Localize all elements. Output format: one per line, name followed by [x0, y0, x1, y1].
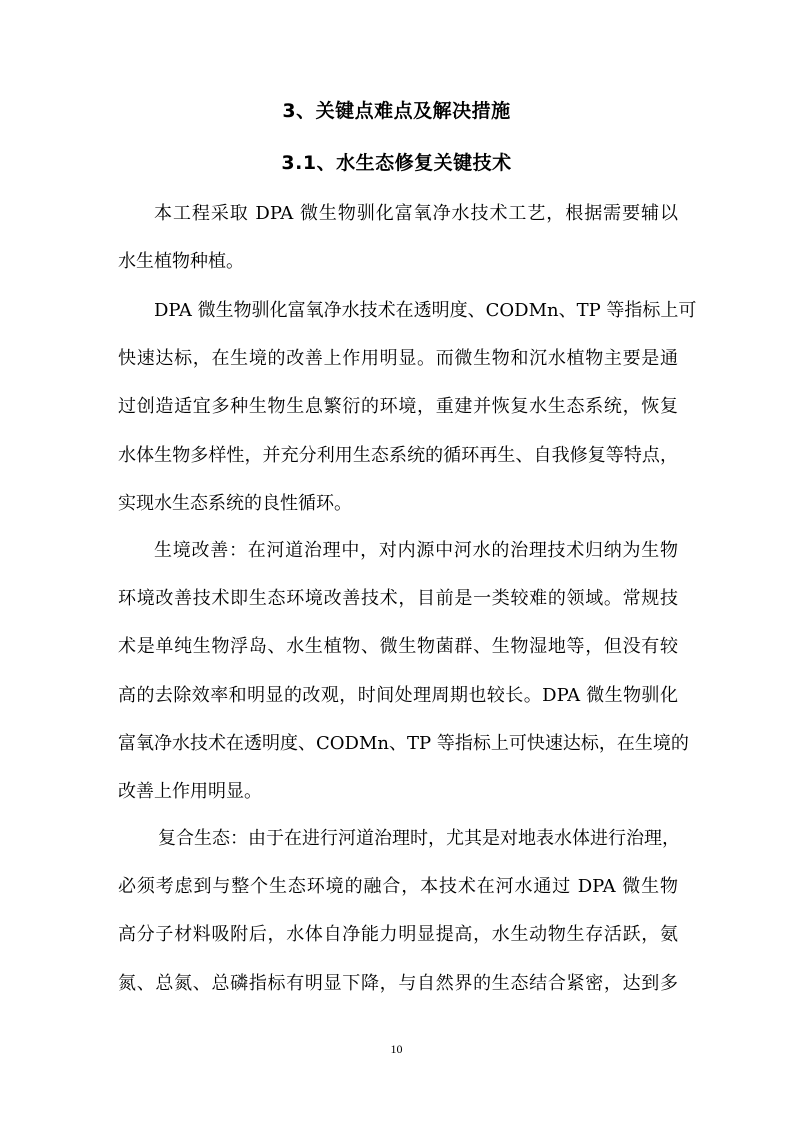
paragraph-line: DPA 微生物驯化富氧净水技术在透明度、CODMn、TP 等指标上可 [154, 300, 697, 321]
paragraph-line: 实现水生态系统的良性循环。 [118, 492, 352, 514]
page-number: 10 [390, 1042, 403, 1056]
paragraph-line: 必须考虑到与整个生态环境的融合，本技术在河水通过 DPA 微生物 [118, 876, 678, 898]
paragraph-line: 水体生物多样性，并充分利用生态系统的循环再生、自我修复等特点， [118, 444, 678, 466]
paragraph-habitat-improvement [118, 527, 689, 816]
paragraph-line: 过创造适宜多种生物生息繁衍的环境，重建并恢复水生态系统，恢复 [118, 396, 678, 418]
paragraph-line: 快速达标，在生境的改善上作用明显。而微生物和沉水植物主要是通 [118, 348, 678, 370]
paragraph-line: 高分子材料吸附后，水体自净能力明显提高，水生动物生存活跃，氨 [118, 924, 678, 946]
paragraph-line: 术是单纯生物浮岛、水生植物、微生物菌群、生物湿地等，但没有较 [118, 636, 678, 658]
paragraph-line: 环境改善技术即生态环境改善技术，目前是一类较难的领域。常规技 [118, 588, 678, 610]
paragraph-line: 高的去除效率和明显的改观，时间处理周期也较长。DPA 微生物驯化 [118, 684, 678, 706]
paragraph-line: 水生植物种植。 [118, 251, 244, 273]
paragraph-line: 本工程采取 DPA 微生物驯化富氧净水技术工艺，根据需要辅以 [154, 203, 678, 224]
paragraph-line: 改善上作用明显。 [118, 780, 262, 802]
paragraph-composite-ecology [118, 815, 678, 1008]
paragraph-dpa-technology [118, 287, 697, 528]
section-heading: 3、关键点难点及解决措施 [282, 100, 511, 122]
paragraph-line: 复合生态：由于在进行河道治理时，尤其是对地表水体进行治理， [158, 828, 680, 849]
paragraph-line: 生境改善：在河道治理中，对内源中河水的治理技术归纳为生物 [154, 540, 678, 561]
paragraph-intro [118, 190, 678, 286]
paragraph-line: 富氧净水技术在透明度、CODMn、TP 等指标上可快速达标，在生境的 [118, 732, 689, 754]
subsection-heading: 3.1、水生态修复关键技术 [281, 152, 512, 174]
paragraph-line: 氮、总氮、总磷指标有明显下降，与自然界的生态结合紧密，达到多 [118, 972, 678, 994]
